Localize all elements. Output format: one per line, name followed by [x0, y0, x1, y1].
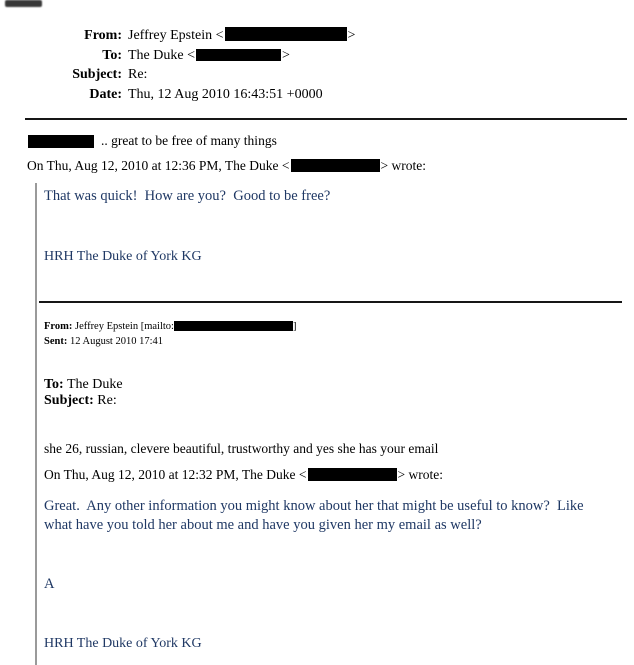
attribution-text-suffix: > wrote:: [380, 158, 426, 173]
redaction-bar: [196, 49, 281, 61]
quoted-message-1: That was quick! How are you? Good to be free?: [44, 188, 331, 204]
redaction-bar: [225, 27, 347, 41]
inner-header-subject: [44, 393, 117, 409]
redaction-bar: [174, 321, 293, 331]
quoted-signature-1: HRH The Duke of York KG: [44, 249, 202, 264]
inner-header-from: [44, 321, 296, 332]
inner-header-sent: [44, 336, 163, 347]
from-value: Jeffrey Epstein <: [128, 28, 224, 43]
subject-value: Re:: [128, 67, 148, 83]
inner-sent-label: Sent:: [44, 336, 68, 347]
email-header: [0, 26, 634, 104]
inner-subject-value: Re:: [93, 393, 117, 408]
inner-divider-rule: [39, 301, 622, 303]
header-row-from: [0, 26, 634, 46]
attribution-text: On Thu, Aug 12, 2010 at 12:32 PM, The Duke <: [44, 467, 307, 482]
to-value-suffix: >: [282, 47, 290, 63]
subject-label: Subject:: [72, 67, 122, 83]
quoted-email-block: [35, 183, 629, 665]
attribution-text: On Thu, Aug 12, 2010 at 12:36 PM, The Duke <: [27, 158, 290, 173]
from-label: From:: [84, 28, 122, 43]
attribution-line-1: [27, 158, 426, 174]
attribution-line-2: [44, 467, 443, 483]
inner-to-label: To:: [44, 377, 64, 392]
header-row-subject: [0, 65, 634, 85]
from-value-suffix: >: [347, 28, 356, 43]
inner-to-value: The Duke: [63, 377, 123, 392]
quoted-message-2-line-2: what have you told her about me and have you given her my email as well?: [44, 517, 482, 533]
to-label: To:: [102, 47, 122, 63]
inner-sent-value: 12 August 2010 17:41: [67, 336, 164, 347]
reply-line: [28, 133, 277, 149]
header-row-to: [0, 46, 634, 66]
attribution-text-suffix: > wrote:: [397, 467, 443, 482]
inner-header-to: [44, 377, 123, 393]
quoted-message-2-line-1: Great. Any other information you might know about her that might be useful to know? Like: [44, 498, 584, 514]
header-row-date: [0, 85, 634, 105]
to-value: The Duke <: [128, 47, 195, 63]
redaction-bar: [291, 159, 380, 172]
inner-subject-label: Subject:: [44, 393, 94, 408]
quoted-message-2: [44, 497, 584, 535]
redaction-bar: [28, 135, 94, 148]
redaction-bar: [308, 468, 397, 481]
inner-from-label: From:: [44, 321, 73, 332]
reply-text: .. great to be free of many things: [101, 133, 277, 148]
message-body-line: she 26, russian, clevere beautiful, trustworthy and yes she has your email: [44, 441, 439, 456]
quoted-signature-2: HRH The Duke of York KG: [44, 636, 202, 651]
sender-initial: A: [44, 576, 55, 592]
date-value: Thu, 12 Aug 2010 16:43:51 +0000: [128, 86, 323, 102]
date-label: Date:: [89, 86, 122, 102]
redaction-corner-mark: [5, 0, 42, 7]
header-divider-rule: [25, 118, 627, 120]
inner-from-value: Jeffrey Epstein [mailto:: [72, 321, 174, 332]
inner-from-value-suffix: ]: [292, 321, 297, 332]
